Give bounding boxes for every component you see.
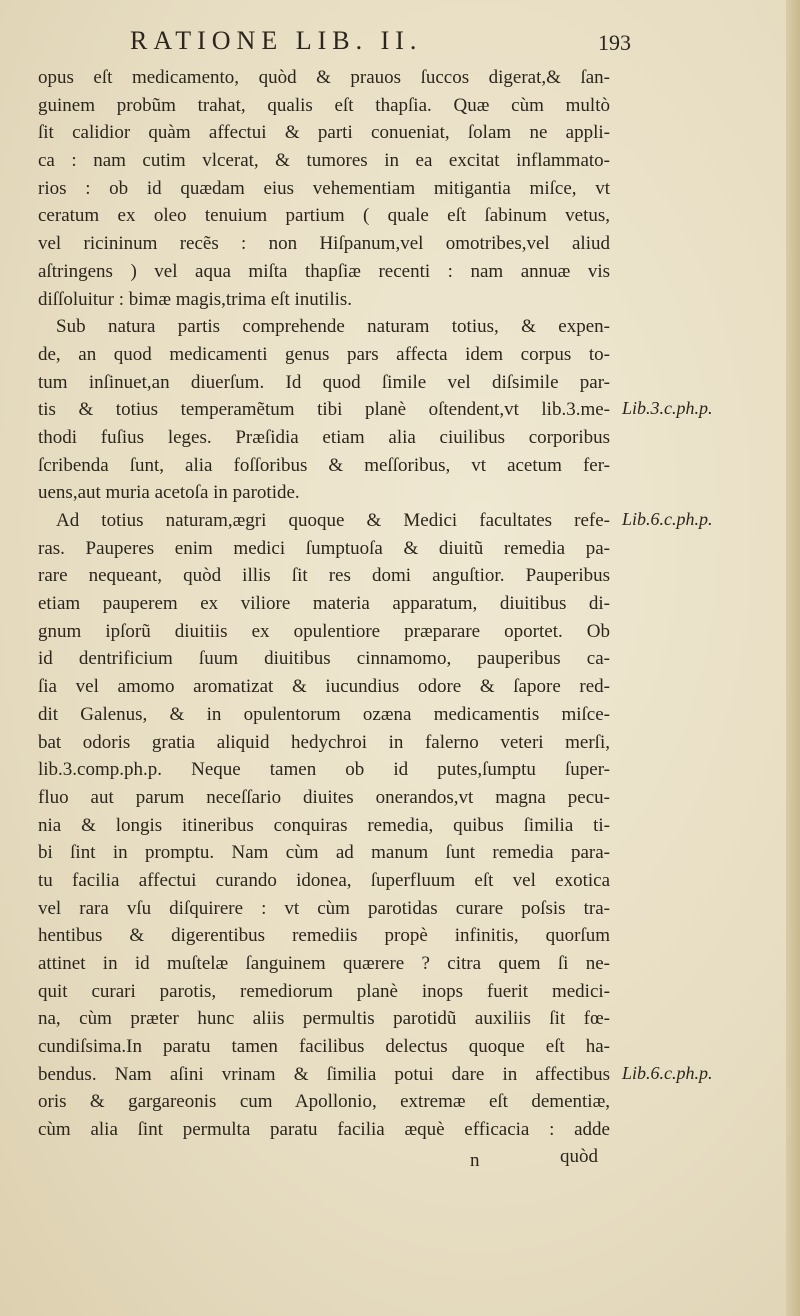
text-line: nia & longis itineribus conquiras remedia, quibus ſimilia ti- — [38, 814, 610, 836]
text-line: guinem probũm trahat, qualis eſt thapſia. Quæ cùm multò — [38, 94, 610, 116]
text-line: diſſoluitur : bimæ magis,trima eſt inutilis. — [38, 288, 353, 310]
text-line: ſcribenda ſunt, alia foſſoribus & meſſoribus, vt acetum fer- — [38, 454, 610, 476]
text-line: na, cùm præter hunc aliis permultis parotidũ auxiliis ſit fœ- — [38, 1008, 610, 1030]
text-line: vel rara vſu diſquirere : vt cùm parotidas curare poſsis tra- — [38, 897, 610, 919]
text-line: rios : ob id quædam eius vehementiam mitigantia miſce, vt — [38, 177, 610, 199]
text-line: hentibus & digerentibus remediis propè infinitis, quorſum — [38, 925, 610, 947]
text-line: ceratum ex oleo tenuium partium ( quale eſt ſabinum vetus, — [38, 205, 610, 227]
text-line: dit Galenus, & in opulentorum ozæna medicamentis miſce- — [38, 703, 610, 725]
text-line: gnum ipſorũ diuitiis ex opulentiore præparare oportet. Ob — [38, 620, 610, 642]
text-line: aſtringens ) vel aqua miſta thapſiæ recenti : nam annuæ vis — [38, 260, 610, 282]
text-line: vel ricininum recẽs : non Hiſpanum,vel omotribes,vel aliud — [38, 233, 610, 255]
text-line: id dentrificium ſuum diuitibus cinnamomo, pauperibus ca- — [38, 648, 610, 670]
margin-note: Lib.6.c.ph.p. — [622, 509, 713, 530]
text-line: Ad totius naturam,ægri quoque & Medici facultates refe- — [56, 510, 610, 531]
text-line: rare nequeant, quòd illis ſit res domi anguſtior. Pauperibus — [38, 565, 610, 587]
text-line: uens,aut muria acetoſa in parotide. — [38, 482, 300, 504]
signature-mark: n — [470, 1150, 480, 1171]
page-number: 193 — [598, 30, 631, 55]
text-line: bat odoris gratia aliquid hedychroi in falerno veteri merſi, — [38, 731, 610, 753]
catchword: quòd — [560, 1146, 598, 1167]
margin-note: Lib.3.c.ph.p. — [622, 398, 713, 419]
running-head: RATIONE LIB. II. — [130, 26, 423, 55]
text-line: ras. Pauperes enim medici ſumptuoſa & diuitũ remedia pa- — [38, 537, 610, 559]
margin-note: Lib.6.c.ph.p. — [622, 1063, 713, 1084]
page-edge — [786, 0, 800, 1316]
text-line: tu facilia affectui curando idonea, ſuperfluum eſt vel exotica — [38, 869, 610, 891]
text-line: Sub natura partis comprehende naturam totius, & expen- — [56, 316, 610, 338]
text-line: attinet in id muſtelæ ſanguinem quærere ? citra quem ſi ne- — [38, 953, 610, 974]
text-line: bi ſint in promptu. Nam cùm ad manum ſunt remedia para- — [38, 842, 610, 864]
text-line: thodi fuſius leges. Præſidia etiam alia ciuilibus corporibus — [38, 426, 610, 448]
text-line: ca : nam cutim vlcerat, & tumores in ea excitat inflammato- — [38, 150, 610, 172]
text-line: cundiſsima.In paratu tamen facilibus delectus quoque eſt ha- — [38, 1036, 610, 1058]
text-line: opus eſt medicamento, quòd & prauos ſuccos digerat,& ſan- — [38, 67, 610, 88]
text-line: etiam pauperem ex viliore materia apparatum, diuitibus di- — [38, 593, 610, 615]
text-line: fluo aut parum neceſſario diuites onerandos,vt magna pecu- — [38, 786, 610, 808]
text-line: bendus. Nam aſini vrinam & ſimilia potui dare in affectibus — [38, 1063, 610, 1085]
text-line: oris & gargareonis cum Apollonio, extremæ eſt dementiæ, — [38, 1091, 610, 1113]
body-text — [38, 64, 610, 1144]
text-line: tum inſinuet,an diuerſum. Id quod ſimile vel diſsimile par- — [38, 371, 610, 393]
text-line: tis & totius temperamẽtum tibi planè oſtendent,vt lib.3.me- — [38, 399, 610, 421]
text-line: cùm alia ſint permulta paratu facilia æquè efficacia : adde — [38, 1119, 610, 1141]
text-line: ſit calidior quàm affectui & parti conueniat, ſolam ne appli- — [38, 122, 610, 144]
text-line: ſia vel amomo aromatizat & iucundius odore & ſapore red- — [38, 676, 610, 698]
text-line: de, an quod medicamenti genus pars affecta idem corpus to- — [38, 343, 610, 365]
text-line: lib.3.comp.ph.p. Neque tamen ob id putes,ſumptu ſuper- — [38, 759, 610, 781]
text-line: quit curari parotis, remediorum planè inops fuerit medici- — [38, 980, 610, 1002]
